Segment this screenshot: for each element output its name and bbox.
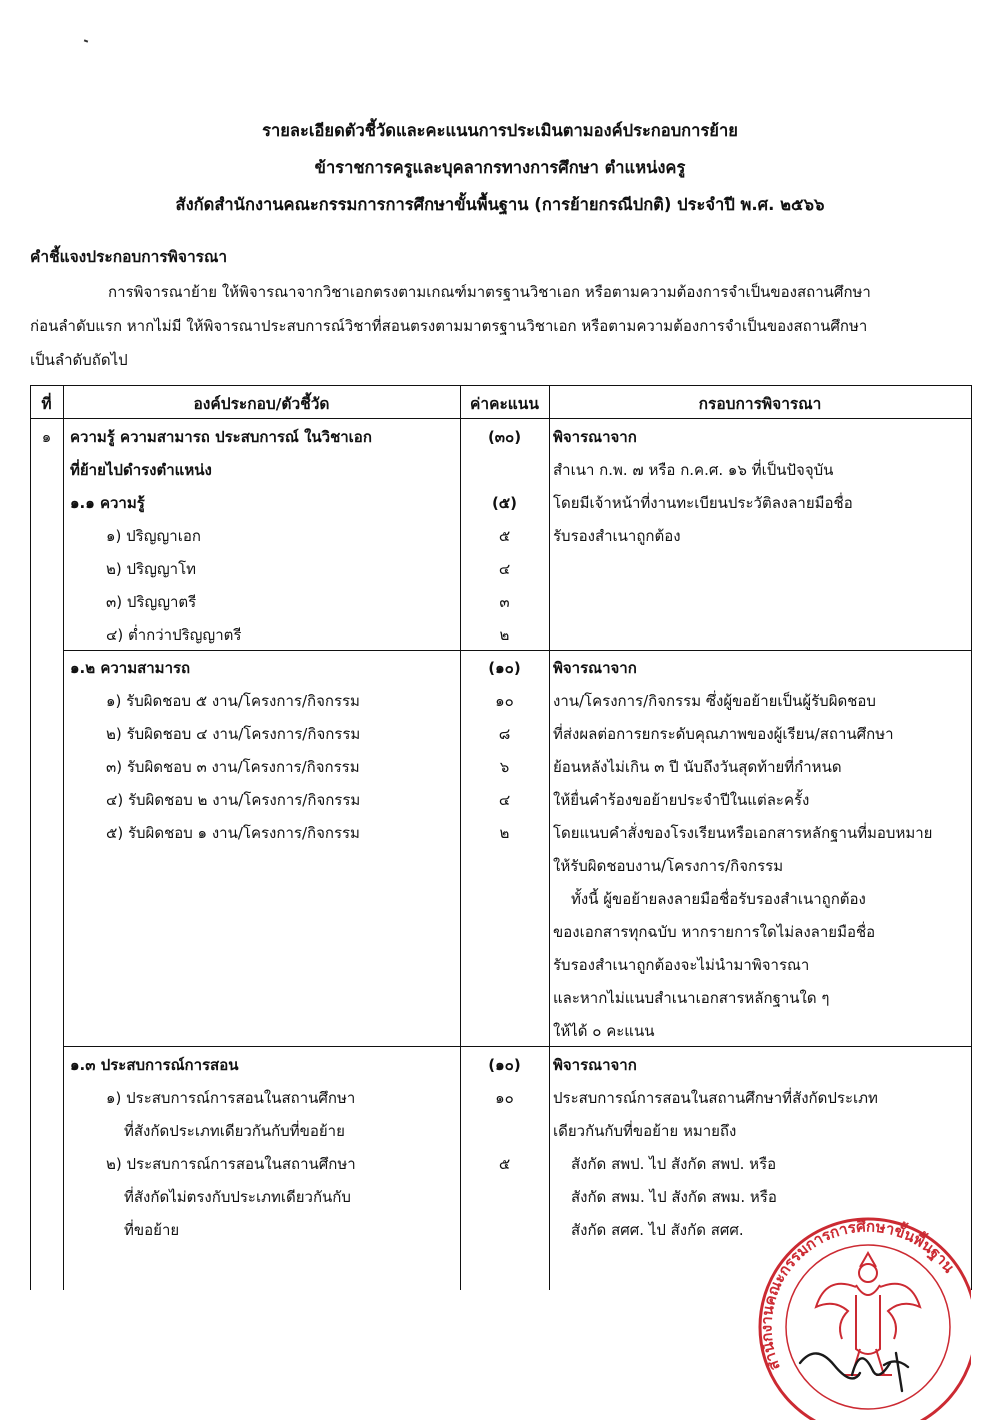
framework-line: ที่ส่งผลต่อการยกระดับคุณภาพของผู้เรียน/สถานศึกษา	[553, 725, 894, 743]
section-divider-2	[63, 1046, 971, 1047]
component-line: ที่สังกัดประเภทเดียวกันกับที่ขอย้าย	[124, 1122, 345, 1140]
score-cell: ๕	[498, 1155, 511, 1173]
table-header-divider	[30, 418, 971, 419]
component-line: ๕) รับผิดชอบ ๑ งาน/โครงการ/กิจกรรม	[106, 824, 360, 842]
score-cell: (๑๐)	[488, 1056, 521, 1074]
score-cell: ๘	[498, 725, 511, 743]
framework-line: โดยแนบคำสั่งของโรงเรียนหรือเอกสารหลักฐานที่มอบหมาย	[553, 824, 933, 842]
score-cell: ๔	[498, 560, 511, 578]
score-cell: (๓๐)	[487, 428, 522, 446]
component-line: ๔) ต่ำกว่าปริญญาตรี	[106, 626, 242, 644]
framework-line: สำเนา ก.พ. ๗ หรือ ก.ค.ศ. ๑๖ ที่เป็นปัจจุบัน	[553, 461, 834, 479]
score-cell: ๔	[498, 791, 511, 809]
component-line: ๓) รับผิดชอบ ๓ งาน/โครงการ/กิจกรรม	[106, 758, 360, 776]
document-title-line-2: ข้าราชการครูและบุคลากรทางการศึกษา ตำแหน่งครู	[314, 158, 686, 177]
intro-heading: คำชี้แจงประกอบการพิจารณา	[30, 248, 228, 266]
framework-line: ของเอกสารทุกฉบับ หากรายการใดไม่ลงลายมือชื่อ	[553, 923, 876, 941]
framework-line: เดียวกันกับที่ขอย้าย หมายถึง	[553, 1122, 737, 1140]
component-line: ๑.๒ ความสามารถ	[70, 659, 191, 677]
framework-line: พิจารณาจาก	[553, 1056, 637, 1074]
document-title-line-1: รายละเอียดตัวชี้วัดและคะแนนการประเมินตามองค์ประกอบการย้าย	[262, 121, 738, 140]
header-framework: กรอบการพิจารณา	[698, 395, 822, 413]
column-divider-score	[549, 385, 550, 1290]
framework-line: รับรองสำเนาถูกต้อง	[553, 527, 681, 545]
header-no: ที่	[41, 395, 52, 413]
score-cell: ๑๐	[495, 1089, 514, 1107]
component-line: ๔) รับผิดชอบ ๒ งาน/โครงการ/กิจกรรม	[106, 791, 361, 809]
criteria-table	[30, 385, 971, 1290]
component-line: ๑) ปริญญาเอก	[106, 527, 201, 545]
score-cell: ๒	[499, 824, 510, 842]
framework-line: สังกัด สพม. ไป สังกัด สพม. หรือ	[571, 1188, 777, 1206]
framework-line: สังกัด สศศ. ไป สังกัด สศศ.	[571, 1221, 744, 1239]
table-border-top	[30, 385, 971, 386]
header-score: ค่าคะแนน	[470, 395, 539, 413]
intro-line-2: ก่อนลำดับแรก หากไม่มี ให้พิจารณาประสบการณ์วิชาที่สอนตรงตามมาตรฐานวิชาเอก หรือตามความต้องการจำเป็นของสถานศึกษา	[30, 317, 868, 335]
column-divider-no	[63, 385, 64, 1290]
component-line: ๑.๓ ประสบการณ์การสอน	[70, 1056, 239, 1074]
table-border-left	[30, 385, 31, 1290]
component-line: ที่สังกัดไม่ตรงกับประเภทเดียวกันกับ	[124, 1188, 351, 1206]
score-cell: ๒	[499, 626, 510, 644]
seal-inner-ring	[786, 1245, 950, 1409]
framework-line: ให้รับผิดชอบงาน/โครงการ/กิจกรรม	[553, 857, 784, 875]
framework-line: พิจารณาจาก	[553, 659, 637, 677]
framework-line: รับรองสำเนาถูกต้องจะไม่นำมาพิจารณา	[553, 956, 810, 974]
signature-icon	[800, 1353, 908, 1391]
score-cell: ๑๐	[495, 692, 514, 710]
framework-line: ให้ยื่นคำร้องขอย้ายประจำปีในแต่ละครั้ง	[553, 791, 810, 809]
framework-line: ย้อนหลังไม่เกิน ๓ ปี นับถึงวันสุดท้ายที่กำหนด	[553, 758, 842, 776]
score-cell: ๓	[499, 593, 510, 611]
intro-line-1: การพิจารณาย้าย ให้พิจารณาจากวิชาเอกตรงตามเกณฑ์มาตรฐานวิชาเอก หรือตามความต้องการจำเป็นของสถานศึกษา	[108, 283, 871, 301]
framework-line: และหากไม่แนบสำเนาเอกสารหลักฐานใด ๆ	[553, 989, 830, 1007]
framework-line: ประสบการณ์การสอนในสถานศึกษาที่สังกัดประเภท	[553, 1089, 878, 1107]
item-number: ๑	[41, 428, 52, 446]
framework-line: ให้ได้ ๐ คะแนน	[553, 1022, 655, 1040]
component-line: ความรู้ ความสามารถ ประสบการณ์ ในวิชาเอก	[70, 428, 372, 446]
framework-line: โดยมีเจ้าหน้าที่งานทะเบียนประวัติลงลายมือชื่อ	[553, 494, 853, 512]
score-cell: (๕)	[491, 494, 518, 512]
framework-line: ทั้งนี้ ผู้ขอย้ายลงลายมือชื่อรับรองสำเนาถูกต้อง	[571, 890, 866, 908]
intro-line-3: เป็นลำดับถัดไป	[30, 351, 128, 369]
component-line: ๒) ปริญญาโท	[106, 560, 197, 578]
framework-line: สังกัด สพป. ไป สังกัด สพป. หรือ	[571, 1155, 777, 1173]
component-line: ๒) ประสบการณ์การสอนในสถานศึกษา	[106, 1155, 356, 1173]
component-line: ๒) รับผิดชอบ ๔ งาน/โครงการ/กิจกรรม	[106, 725, 361, 743]
document-title-line-3: สังกัดสำนักงานคณะกรรมการการศึกษาขั้นพื้นฐาน (การย้ายกรณีปกติ) ประจำปี พ.ศ. ๒๕๖๖	[175, 195, 825, 214]
score-cell: ๕	[498, 527, 511, 545]
component-line: ที่ย้ายไปดำรงตำแหน่ง	[70, 461, 212, 479]
section-divider-1	[63, 650, 971, 651]
component-line: ๑) รับผิดชอบ ๕ งาน/โครงการ/กิจกรรม	[106, 692, 360, 710]
framework-line: งาน/โครงการ/กิจกรรม ซึ่งผู้ขอย้ายเป็นผู้รับผิดชอบ	[553, 692, 876, 710]
scan-speck	[84, 39, 88, 42]
table-border-right	[971, 385, 972, 1290]
header-component: องค์ประกอบ/ตัวชี้วัด	[193, 395, 330, 413]
score-cell: (๑๐)	[488, 659, 521, 677]
framework-line: พิจารณาจาก	[553, 428, 637, 446]
component-line: ๑.๑ ความรู้	[70, 494, 145, 512]
official-seal	[756, 1215, 971, 1420]
component-line: ๓) ปริญญาตรี	[106, 593, 197, 611]
component-line: ๑) ประสบการณ์การสอนในสถานศึกษา	[106, 1089, 356, 1107]
component-line: ที่ขอย้าย	[124, 1221, 180, 1239]
garuda-emblem-icon	[816, 1253, 920, 1375]
seal-text: สำนักงานคณะกรรมการการศึกษาขั้นพื้นฐาน	[757, 1217, 959, 1373]
score-cell: ๖	[499, 758, 510, 776]
